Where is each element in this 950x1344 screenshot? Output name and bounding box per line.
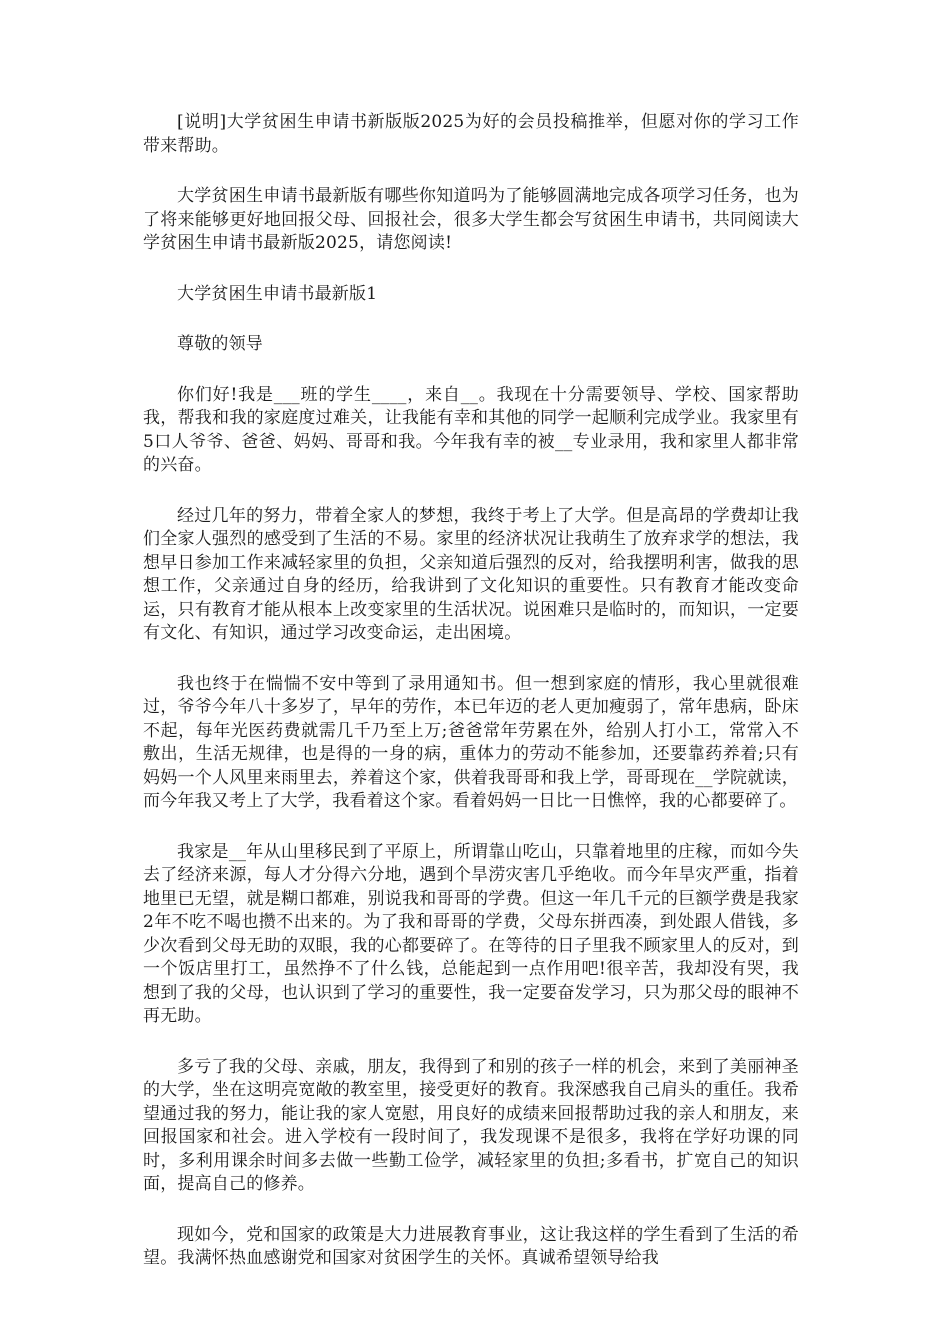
body-paragraph: 现如今，党和国家的政策是大力进展教育事业，这让我这样的学生看到了生活的希望。我满怀热血感谢党和国家对贫困学生的关怀。真诚希望领导给我 xyxy=(143,1224,799,1268)
body-paragraph: 经过几年的努力，带着全家人的梦想，我终于考上了大学。但是高昂的学费却让我们全家人强烈的感受到了生活的不易。家里的经济状况让我萌生了放弃求学的想法，我想早日参加工作来减轻家里的负担，父亲知道后强烈的反对，给我摆明利害，做我的思想工作，父亲通过自身的经历，给我讲到了文化知识的重要性。只有教育才能改变命运，只有教育才能从根本上改变家里的生活状况。说困难只是临时的，而知识，一定要有文化、有知识，通过学习改变命运，走出困境。 xyxy=(143,505,799,643)
body-paragraph: 多亏了我的父母、亲戚，朋友，我得到了和别的孩子一样的机会，来到了美丽神圣的大学，坐在这明亮宽敞的教室里，接受更好的教育。我深感我自己肩头的重任。我希望通过我的努力，能让我的家人宽慰，用良好的成绩来回报帮助过我的亲人和朋友，来回报国家和社会。进入学校有一段时间了，我发现课不是很多，我将在学好功课的同时，多利用课余时间多去做一些勤工俭学，减轻家里的负担;多看书，扩宽自己的知识面，提高自己的修养。 xyxy=(143,1056,799,1194)
intro-paragraph: 大学贫困生申请书最新版有哪些你知道吗为了能够圆满地完成各项学习任务，也为了将来能够更好地回报父母、回报社会，很多大学生都会写贫困生申请书，共同阅读大学贫困生申请书最新版2025，请您阅读! xyxy=(143,186,799,253)
intro-note-paragraph: [说明]大学贫困生申请书新版版2025为好的会员投稿推举，但愿对你的学习工作带来帮助。 xyxy=(143,112,799,156)
document-body xyxy=(143,111,799,1298)
body-paragraph: 我也终于在惴惴不安中等到了录用通知书。但一想到家庭的情形，我心里就很难过，爷爷今年八十多岁了，早年的劳作，本已年迈的老人更加瘦弱了，常年患病，卧床不起，每年光医药费就需几千乃至上万;爸爸常年劳累在外，给别人打小工，常常入不敷出，生活无规律，也是得的一身的病，重体力的劳动不能参加，还要靠药养着;只有妈妈一个人风里来雨里去，养着这个家，供着我哥哥和我上学，哥哥现在__学院就读，而今年我又考上了大学，我看着这个家。看着妈妈一日比一日憔悴，我的心都要碎了。 xyxy=(143,673,799,811)
body-paragraph: 我家是__年从山里移民到了平原上，所谓靠山吃山，只靠着地里的庄稼，而如今失去了经济来源，每人才分得六分地，遇到个旱涝灾害几乎绝收。而今年旱灾严重，指着地里已无望，就是糊口都难，别说我和哥哥的学费。但这一年几千元的巨额学费是我家2年不吃不喝也攒不出来的。为了我和哥哥的学费，父母东拼西凑，到处跟人借钱，多少次看到父母无助的双眼，我的心都要碎了。在等待的日子里我不顾家里人的反对，到一个饭店里打工，虽然挣不了什么钱，总能起到一点作用吧!很辛苦，我却没有哭，我想到了我的父母，也认识到了学习的重要性，我一定要奋发学习，只为那父母的眼神不再无助。 xyxy=(143,841,799,1026)
section-title: 大学贫困生申请书最新版1 xyxy=(177,283,378,304)
salutation: 尊敬的领导 xyxy=(177,334,263,354)
body-paragraph: 你们好!我是___班的学生____，来自__。我现在十分需要领导、学校、国家帮助我，帮我和我的家庭度过难关，让我能有幸和其他的同学一起顺利完成学业。我家里有5口人爷爷、爸爸、妈妈、哥哥和我。今年我有幸的被__专业录用，我和家里人都非常的兴奋。 xyxy=(143,384,799,475)
